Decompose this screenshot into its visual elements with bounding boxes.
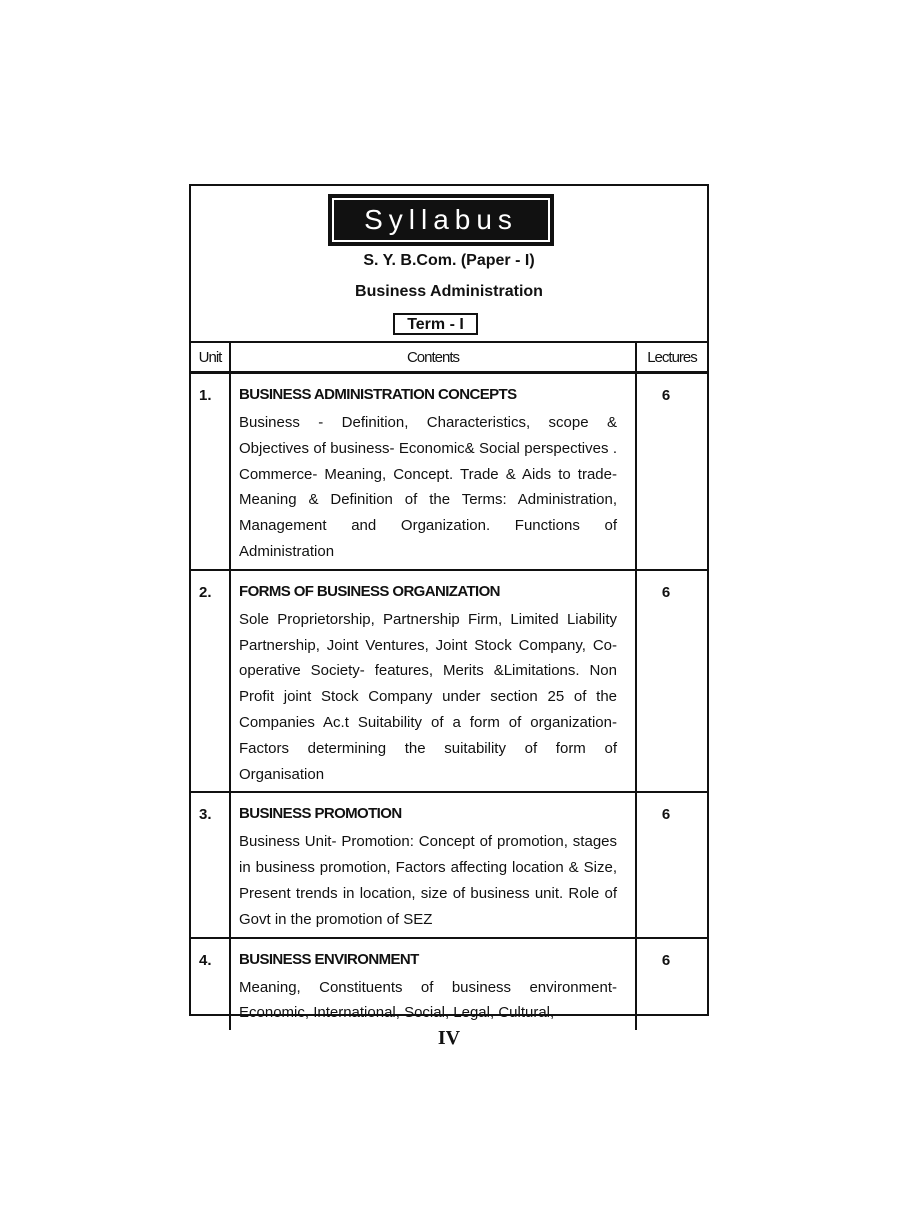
lecture-count: 6 <box>636 570 707 793</box>
lecture-count: 6 <box>636 938 707 1031</box>
table-row <box>191 570 707 793</box>
subject-title: Business Administration <box>355 283 543 300</box>
unit-title: BUSINESS PROMOTION <box>239 805 402 823</box>
term-badge: Term - I <box>393 313 478 335</box>
syllabus-logo-text: Syllabus <box>364 204 518 235</box>
unit-title: BUSINESS ADMINISTRATION CONCEPTS <box>239 386 517 403</box>
syllabus-logo-inner-border <box>332 198 550 242</box>
unit-description: Sole Proprietorship, Partnership Firm, Limited Liability Partnership, Joint Ventures, Joint Stock Company, Co-operative Society- features, Merits &Limitations. Non Profit joint Stock Company under section 25 of the Companies Ac.t Suitability of a form of organization-Factors determining the suitability of form of Organisation <box>239 610 617 783</box>
unit-title: BUSINESS ENVIRONMENT <box>239 950 419 968</box>
table-header-row <box>191 343 707 373</box>
column-header-lectures: Lectures <box>636 343 707 373</box>
column-header-unit: Unit <box>191 343 230 373</box>
lecture-count: 6 <box>636 373 707 570</box>
table-row <box>191 938 707 1031</box>
unit-content <box>230 570 636 793</box>
unit-description: Business - Definition, Characteristics, scope & Objectives of business- Economic& Social perspectives . Commerce- Meaning, Concept. Trade & Aids to trade- Meaning & Definition of the Terms: Administration, Management and Organization. Functions of Administration <box>239 414 617 560</box>
unit-content <box>230 373 636 570</box>
unit-description: Business Unit- Promotion: Concept of promotion, stages in business promotion, Factors affecting location & Size, Present trends in location, size of business unit. Role of Govt in the promotion of SEZ <box>239 833 617 928</box>
syllabus-header <box>191 186 707 343</box>
unit-number: 4. <box>191 938 230 1031</box>
syllabus-frame <box>189 184 709 1022</box>
syllabus-table <box>191 343 707 1030</box>
column-header-contents: Contents <box>230 343 636 373</box>
unit-number: 1. <box>191 373 230 570</box>
page-number: IV <box>437 1027 461 1049</box>
syllabus-logo <box>328 194 554 246</box>
lecture-count: 6 <box>636 792 707 937</box>
table-row <box>191 792 707 937</box>
unit-description: Meaning, Constituents of business environment-Economic, International, Social, Legal, Cultural, <box>239 978 617 1022</box>
course-title: S. Y. B.Com. (Paper - I) <box>363 252 535 269</box>
unit-number: 3. <box>191 792 230 937</box>
table-row <box>191 373 707 570</box>
unit-title: FORMS OF BUSINESS ORGANIZATION <box>239 582 500 600</box>
unit-content <box>230 792 636 937</box>
unit-content <box>230 938 636 1031</box>
unit-number: 2. <box>191 570 230 793</box>
